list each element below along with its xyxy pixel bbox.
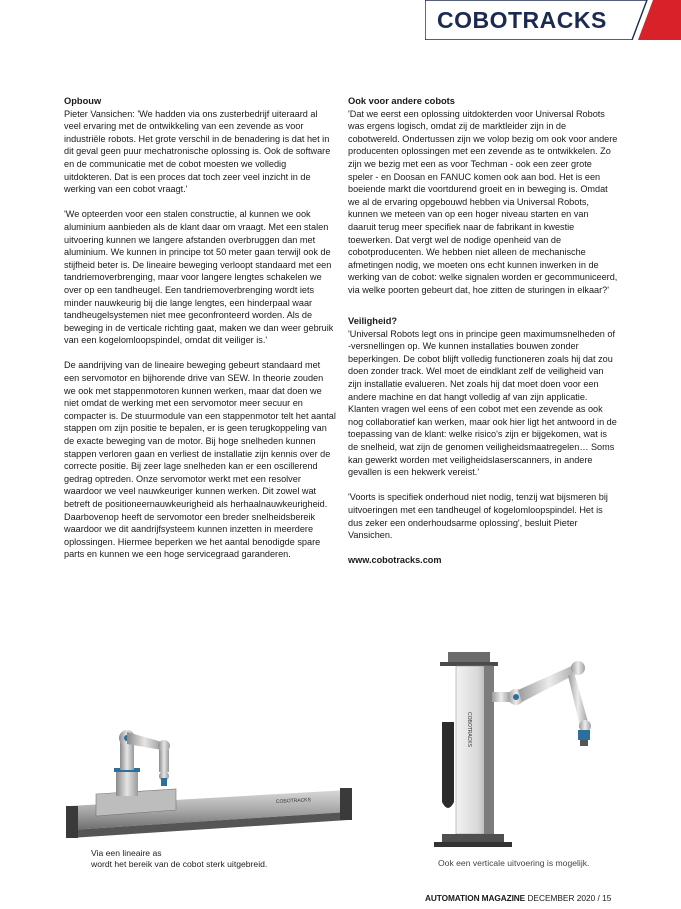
- left-column: [64, 95, 336, 574]
- right-figure-caption: Ook een verticale uitvoering is mogelijk.: [438, 858, 590, 868]
- right-column: [348, 95, 618, 567]
- linear-track-photo: [66, 720, 352, 844]
- section-heading-andere-cobots: Ook voor andere cobots: [348, 96, 455, 106]
- paragraph: 'We opteerden voor een stalen constructie, al kunnen we ook aluminium aanbieden als de klant daar om vraagt. Met een stalen uitvoering kunnen we langere afstanden overbruggen dan met aluminium. We kunnen in principe tot 50 meter gaan terwijl ook de stijfheid beter is. De lineaire beweging verloopt standaard met een tandriemoverbrenging, maar voor langere lengtes schakelen we over op een tandheugel. Een tandriemoverbrenging wordt iets minder nauwkeurig bij die lange lengtes, een hinderpaal waar tandheugelsystemen niet mee geconfronteerd worden. Als de beweging in de verticale richting gaat, maken we dan weer gebruik van een kogelomloopspindel, omdat dit veiliger is.': [64, 209, 334, 346]
- paragraph: 'Dat we eerst een oplossing uitdokterden voor Universal Robots was ergens logisch, omdat zij de marktleider zijn in de cobotwereld. Ondertussen zijn we volop bezig om ook voor andere producenten oplossingen met een zevende as te ontwikkelen. Zo zijn we bezig met een as voor Techman - ook een zeer grote speler - en Doosan en FANUC komen ook aan bod. Het is een boeiende markt die voortdurend groeit en in beweging is. Omdat we al de ervaring opgebouwd hebben via Universal Robots, kunnen we meteen van op een hoger niveau starten en van daaruit terug meer specifiek naar de fabrikant in kwestie toewerken. Dat vergt wel de nodige openheid van de cobotproducenten. We hebben niet alleen de mechanische afmetingen nodig, we moeten ons echt kunnen inwerken in de werking van de cobot: welke signalen worden er gecommuniceerd, via welke poorten gebeurt dat, hoe zitten de sturingen in elkaar?': [348, 108, 618, 295]
- paragraph: De aandrijving van de lineaire beweging gebeurt standaard met een servomotor en bijhorende drive van SEW. In theorie zouden we ook met stappenmotoren kunnen werken, maar dat doen we niet omdat de werking met een servomotor meer secuur en compacter is. De stuurmodule van een stappenmotor telt het aantal stappen om zijn positie te bepalen, er is geen terugkoppeling van de exacte beweging van de motor. Bij hoge snelheden kunnen stappen verloren gaan en verliest de installatie zijn kennis over de correcte positie. Bij zeer lage snelheden kan er een oscillerend gedrag optreden. Onze servomotor werkt met een resolver waardoor we veel nauwkeuriger kunnen werken. Dit zowel wat betreft de positioneernauwkeurigheid als herhaalnauwkeurigheid. Daarbovenop heeft de servomotor een breder snelheidsbereik waardoor we dit aandrijfsysteem kunnen inzetten in meerdere oplossingen. Hiermee beperken we het aantal benodigde spare parts en kunnen we een hoge servicegraad garanderen.: [64, 360, 336, 560]
- section-heading-opbouw: Opbouw: [64, 96, 102, 106]
- track-label: COBOTRACKS: [275, 797, 312, 805]
- paragraph: 'Universal Robots legt ons in principe geen maximumsnelheden of -versnellingen op. We kunnen installaties bouwen zonder beperkingen. De cobot blijft volledig functioneren zoals hij dat zou doen zonder track. Wel moet de eindklant zelf de veiligheid van zijn installatie evalueren. Net zoals hij dat moet doen voor een andere machine en dat hangt volledig af van zijn applicatie. Klanten vragen wel eens of een cobot met een zevende as ook nog collaboratief kan werken, maar ook hier ligt het antwoord in de toepassing van de klant: welke risico's zijn er bijgekomen, wat is de snelheid, wat zijn de genomen veiligheidsmaatregelen… Soms kan gewerkt worden met veiligheidslaserscanners, in andere gevallen is een hekwerk vereist.': [348, 328, 617, 478]
- caption-text: Via een lineaire as wordt het bereik van de cobot sterk uitgebreid.: [91, 848, 268, 869]
- paragraph: 'Voorts is specifiek onderhoud niet nodig, tenzij wat bijsmeren bij uitvoeringen met een tandheugel of kogelomloopspindel. Het is dus zeker een onderhoudsarme oplossing', besluit Pieter Vansichen.: [348, 492, 608, 541]
- vertical-track-photo: [428, 652, 618, 848]
- left-figure-caption: [91, 848, 331, 870]
- paragraph: Pieter Vansichen: 'We hadden via ons zusterbedrijf uiteraard al veel ervaring met de ontwikkeling van een zevende as voor industriële robots. Het grote verschil in de benadering is dat het in dit geval geen puur mechatronische oplossing is. Ook de software en de communicatie met de cobot moesten we volledig uitdokteren. Dat is een proces dat toch zeer veel inzicht in de werking van een cobot vraagt.': [64, 108, 331, 195]
- section-heading-veiligheid: Veiligheid?: [348, 316, 398, 327]
- footer-separator: /: [597, 893, 600, 903]
- header-banner: [425, 0, 681, 40]
- website-link[interactable]: www.cobotracks.com: [348, 555, 442, 566]
- banner-title: COBOTRACKS: [437, 7, 607, 33]
- magazine-name: AUTOMATION MAGAZINE: [425, 893, 526, 903]
- page-number: 15: [602, 893, 612, 903]
- vertical-track-illustration: [428, 652, 618, 848]
- issue-date: DECEMBER 2020: [527, 893, 596, 903]
- linear-track-illustration: [66, 720, 352, 844]
- page-footer: [425, 893, 611, 903]
- vertical-label: COBOTRACKS: [466, 712, 472, 748]
